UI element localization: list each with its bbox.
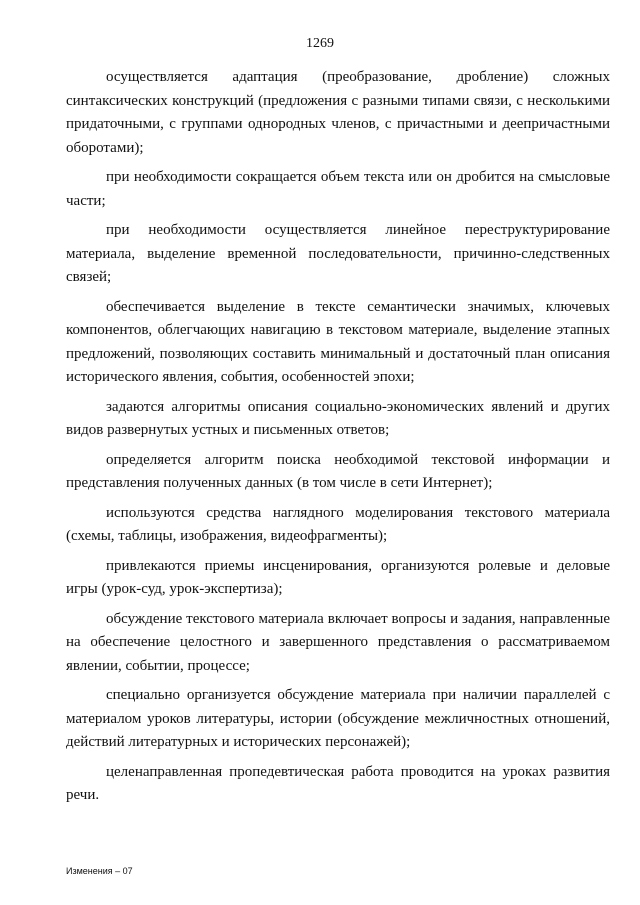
paragraph: осуществляется адаптация (преобразование, дробление) сложных синтаксических конструкций (предложения с разными типами связи, с несколькими придаточными, с группами однородных членов, с причастными и деепричастными оборотами); xyxy=(66,69,610,156)
paragraph: задаются алгоритмы описания социально-экономических явлений и других видов развернутых устных и письменных ответов; xyxy=(66,398,610,438)
paragraph: привлекаются приемы инсценирования, организуются ролевые и деловые игры (урок-суд, урок-экспертиза); xyxy=(66,557,610,597)
paragraph: используются средства наглядного моделирования текстового материала (схемы, таблицы, изображения, видеофрагменты); xyxy=(66,504,610,544)
paragraph: специально организуется обсуждение материала при наличии параллелей с материалом уроков литературы, истории (обсуждение межличностных отношений, действий литературных и исторических персонажей); xyxy=(66,687,610,750)
paragraph: определяется алгоритм поиска необходимой текстовой информации и представления полученных данных (в том числе в сети Интернет); xyxy=(66,451,610,491)
paragraph: обеспечивается выделение в тексте семантически значимых, ключевых компонентов, облегчающих навигацию в текстовом материале, выделение этапных предложений, позволяющих составить минимальный и достаточный план описания исторического явления, события, особенностей эпохи; xyxy=(66,298,610,385)
paragraph: обсуждение текстового материала включает вопросы и задания, направленные на обеспечение целостного и завершенного представления о рассматриваемом явлении, событии, процессе; xyxy=(66,610,610,674)
paragraph: при необходимости сокращается объем текста или он дробится на смысловые части; xyxy=(66,169,610,209)
body-text xyxy=(66,66,610,814)
footer-revision-note: Изменения – 07 xyxy=(66,866,133,876)
paragraph: целенаправленная пропедевтическая работа проводится на уроках развития речи. xyxy=(66,763,610,803)
paragraph: при необходимости осуществляется линейное переструктурирование материала, выделение временной последовательности, причинно-следственных связей; xyxy=(66,222,610,285)
page-number: 1269 xyxy=(306,36,334,51)
